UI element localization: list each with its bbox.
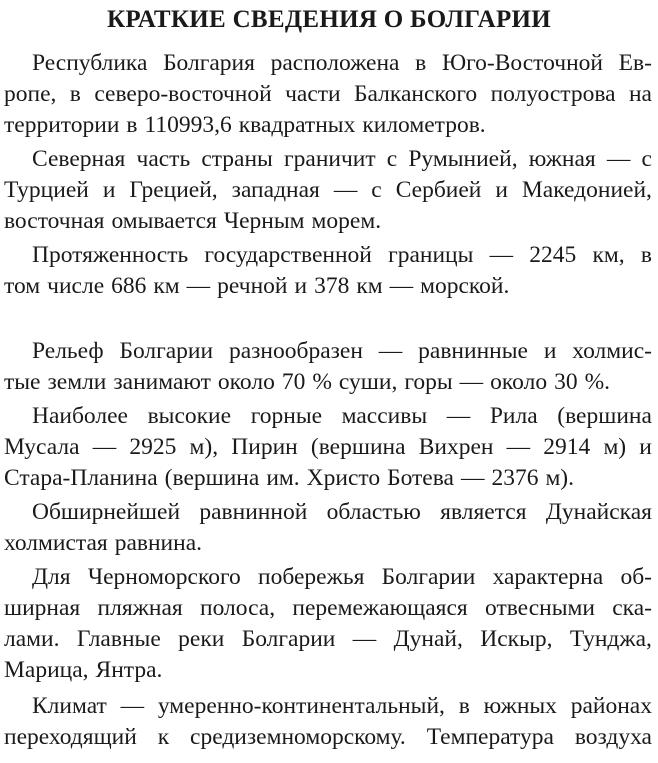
text-line: ропе, в северо-восточной части Балканского полуострова на — [4, 81, 652, 107]
text-line: Мусала — 2925 м), Пирин (вершина Вихрен — 2914 м) и — [4, 434, 652, 460]
page-title: КРАТКИЕ СВЕДЕНИЯ О БОЛГАРИИ — [106, 6, 552, 33]
text-line: ширная пляжная полоса, перемежающаяся отвесными ска- — [4, 595, 652, 621]
text-line: Северная часть страны граничит с Румынией, южная — с — [32, 146, 652, 172]
text-line: Наиболее высокие горные массивы — Рила (вершина — [32, 403, 652, 429]
text-line: Республика Болгария расположена в Юго-Восточной Ев- — [32, 50, 652, 76]
text-line: Стара-Планина (вершина им. Христо Ботева — 2376 м). — [4, 465, 575, 491]
text-line: переходящий к средиземноморскому. Температура воздуха — [4, 724, 652, 750]
text-line: Для Черноморского побережья Болгарии характерна об- — [32, 564, 652, 590]
text-line: Рельеф Болгарии разнообразен — равнинные и холмис- — [32, 338, 652, 364]
text-line: лами. Главные реки Болгарии — Дунай, Искыр, Тунджа, — [4, 626, 652, 652]
text-line: Марица, Янтра. — [4, 657, 163, 683]
text-line: Протяженность государственной границы — 2245 км, в — [32, 242, 652, 268]
text-line: восточная омывается Черным морем. — [4, 208, 382, 234]
text-line: Турцией и Грецией, западная — с Сербией и Македонией, — [4, 177, 652, 203]
text-line: холмистая равнина. — [4, 530, 203, 556]
text-line: территории в 110993,6 квадратных километров. — [4, 112, 486, 138]
text-line: Обширнейшей равнинной областью является Дунайская — [32, 499, 652, 525]
text-line: тые земли занимают около 70 % суши, горы — около 30 %. — [4, 369, 611, 395]
text-line: Климат — умеренно-континентальный, в южных районах — [32, 693, 652, 719]
text-line: том числе 686 км — речной и 378 км — морской. — [4, 273, 510, 299]
